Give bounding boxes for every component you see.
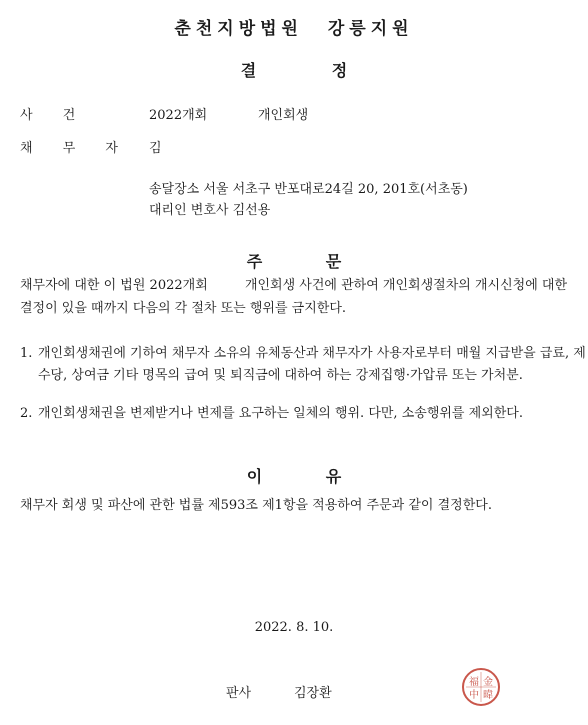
item-text: 개인회생채권에 기하여 채무자 소유의 유체동산과 채무자가 사용자로부터 매월 지급받을 급료, 제수당, 상여금 기타 명목의 급여 및 퇴직금에 대하여 하는 강제집행·가압류 또는 가처분. <box>38 346 586 383</box>
order-heading: 주 문 <box>246 252 342 271</box>
debtor-label: 채 무 자 <box>20 141 118 156</box>
svg-text:中: 中 <box>469 690 479 701</box>
order-item <box>20 343 586 387</box>
court-name: 춘천지방법원 강릉지원 <box>174 19 414 39</box>
svg-text:福: 福 <box>469 677 479 688</box>
reason-heading: 이 유 <box>246 467 342 486</box>
representative: 대리인 변호사 김선용 <box>149 203 271 218</box>
order-item <box>20 403 586 425</box>
reason-text: 채무자 회생 및 파산에 관한 법률 제593조 제1항을 적용하여 주문과 같이 결정한다. <box>20 498 492 513</box>
judge-title: 판사 <box>226 686 252 701</box>
item-number: 2. <box>20 406 33 421</box>
service-address: 송달장소 서울 서초구 반포대로24길 20, 201호(서초동) <box>149 182 468 197</box>
case-type: 개인회생 <box>258 108 309 123</box>
item-text: 개인회생채권을 변제받거나 변제를 요구하는 일체의 행위. 다만, 소송행위를 제외한다. <box>38 406 523 421</box>
case-number: 2022개회 <box>149 108 208 123</box>
document-title: 결 정 <box>240 61 348 80</box>
order-intro: 채무자에 대한 이 법원 2022개회 개인회생 사건에 관하여 개인회생절차의 개시신청에 대한 결정이 있을 때까지 다음의 각 절차 또는 행위를 금지한다. <box>20 278 567 316</box>
item-number: 1. <box>20 346 33 361</box>
svg-text:暐: 暐 <box>483 690 493 701</box>
svg-text:金: 金 <box>483 677 493 688</box>
case-label: 사 건 <box>20 108 76 123</box>
debtor-name: 김 <box>149 141 162 156</box>
judge-seal-stamp <box>461 667 501 707</box>
judge-name: 김장환 <box>294 686 332 701</box>
decision-date: 2022. 8. 10. <box>254 620 334 635</box>
